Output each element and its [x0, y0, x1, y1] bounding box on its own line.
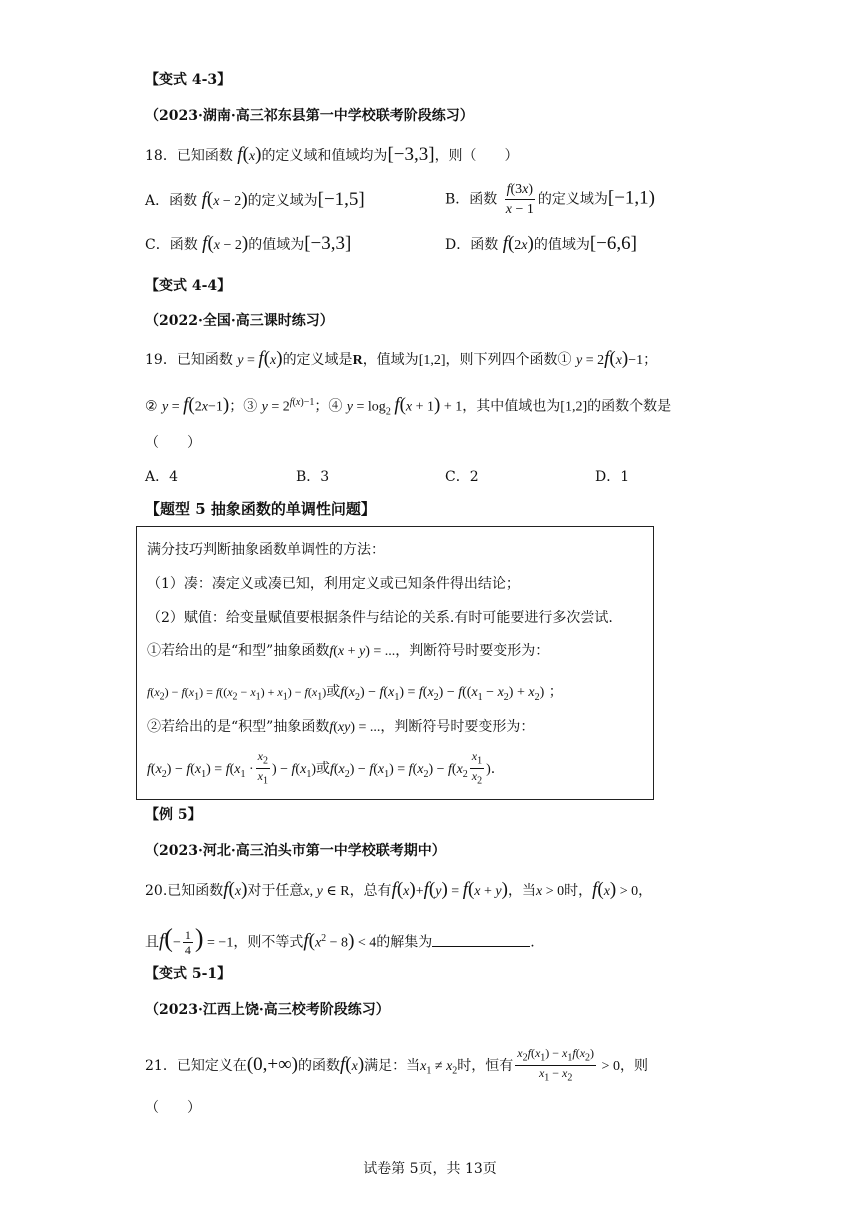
question-19-option-c[interactable]: C．2 — [445, 469, 479, 485]
question-19-functions: ② y = f(2x−1)；③ $y = 2^{f(x)-1}$；④ $y = \log_2 f(x + 1) + 1$，其中值域也为[1,2]的函数个数是 — [145, 394, 672, 418]
question-18-option-c[interactable]: C．函数 f(x − 2)的值域为[−3,3] — [145, 233, 352, 254]
question-19-option-b[interactable]: B．3 — [296, 469, 330, 485]
question-21-answer-paren: （ ） — [145, 1100, 201, 1116]
page-footer: 试卷第 5页，共 13页 — [363, 1161, 497, 1177]
tips-formula-sum: $f(x_2) - f(x_1) = f((x_2 - x_1) + x_1) - f(x_1)$或$f(x_2) - f(x_1) = f(x_2) - f((x_1 - x_2) + x_2)$ ； — [147, 684, 563, 703]
question-19-option-a[interactable]: A．4 — [145, 469, 179, 485]
example-5-source: （2023·河北·高三泊头市第一中学校联考期中） — [145, 843, 446, 859]
variant-5-1-source: （2023·江西上饶·高三校考阶段练习） — [145, 1002, 390, 1018]
variant-4-3-label: 【变式 4-3】 — [145, 72, 232, 88]
question-20-condition: 且f(− $\frac{1}{4}$ ) = −1，则不等式$f(x^2 - 8) < 4$的解集为 . — [145, 923, 535, 957]
variant-4-4-source: （2022·全国·高三课时练习） — [145, 313, 334, 329]
section-heading-type-5: 【题型 5 抽象函数的单调性问题】 — [145, 500, 376, 518]
tips-box — [136, 526, 654, 800]
example-5-label: 【例 5】 — [145, 807, 202, 823]
tips-rule-3: ①若给出的是“和型”抽象函数f(x + y) = ...，判断符号时要变形为： — [147, 643, 550, 659]
tips-title: 满分技巧判断抽象函数单调性的方法： — [147, 542, 385, 558]
question-18-option-d[interactable]: D．函数 f(2x)的值域为[−6,6] — [445, 233, 637, 254]
tips-rule-4: ②若给出的是“积型”抽象函数f(xy) = ...，判断符号时要变形为： — [147, 719, 535, 735]
question-18-option-a[interactable]: A．函数 f(x − 2)的定义域为[−1,5] — [145, 189, 365, 210]
tips-formula-product: $f(x_2) - f(x_1) = f(x_1$ · $\frac{x_2}{x_1}$ ) − $f(x_1)$或$f(x_2) - f(x_1) = f(x_2) - f(x_2$ $\frac{x_1}{x_2}$ ). — [147, 749, 496, 787]
question-19-answer-paren: （ ） — [145, 435, 201, 451]
variant-5-1-label: 【变式 5-1】 — [145, 966, 232, 982]
question-21-stem: 21．已知定义在(0,+∞)的函数f(x)满足：当$x_1 \ne x_2$时，恒有 $\frac{x_2f(x_1) - x_1f(x_2)}{x_1 - x_2}$ > 0，则 — [145, 1046, 648, 1084]
variant-4-3-source: （2023·湖南·高三祁东县第一中学校联考阶段练习） — [145, 108, 474, 124]
question-19-stem: 19．已知函数 y = f(x)的定义域是R，值域为[1,2]，则下列四个函数① y = 2f(x)−1； — [145, 348, 658, 369]
tips-rule-2: （2）赋值：给变量赋值要根据条件与结论的关系.有时可能要进行多次尝试. — [147, 610, 613, 626]
question-18-stem: 18．已知函数 f(x)的定义域和值域均为[−3,3]，则（ ） — [145, 144, 519, 165]
variant-4-4-label: 【变式 4-4】 — [145, 278, 232, 294]
question-20-stem: 20.已知函数f(x)对于任意x, y ∈ R，总有f(x)+f(y) = f(x + y)，当x > 0时，f(x) > 0， — [145, 879, 653, 900]
question-19-option-d[interactable]: D．1 — [595, 469, 630, 485]
answer-blank[interactable] — [432, 932, 530, 947]
tips-rule-1: （1）凑：凑定义或凑已知，利用定义或已知条件得出结论； — [147, 576, 520, 592]
question-18-option-b[interactable]: B．函数 $\frac{f(3x)}{x - 1}$ 的定义域为[−1,1) — [445, 182, 655, 217]
